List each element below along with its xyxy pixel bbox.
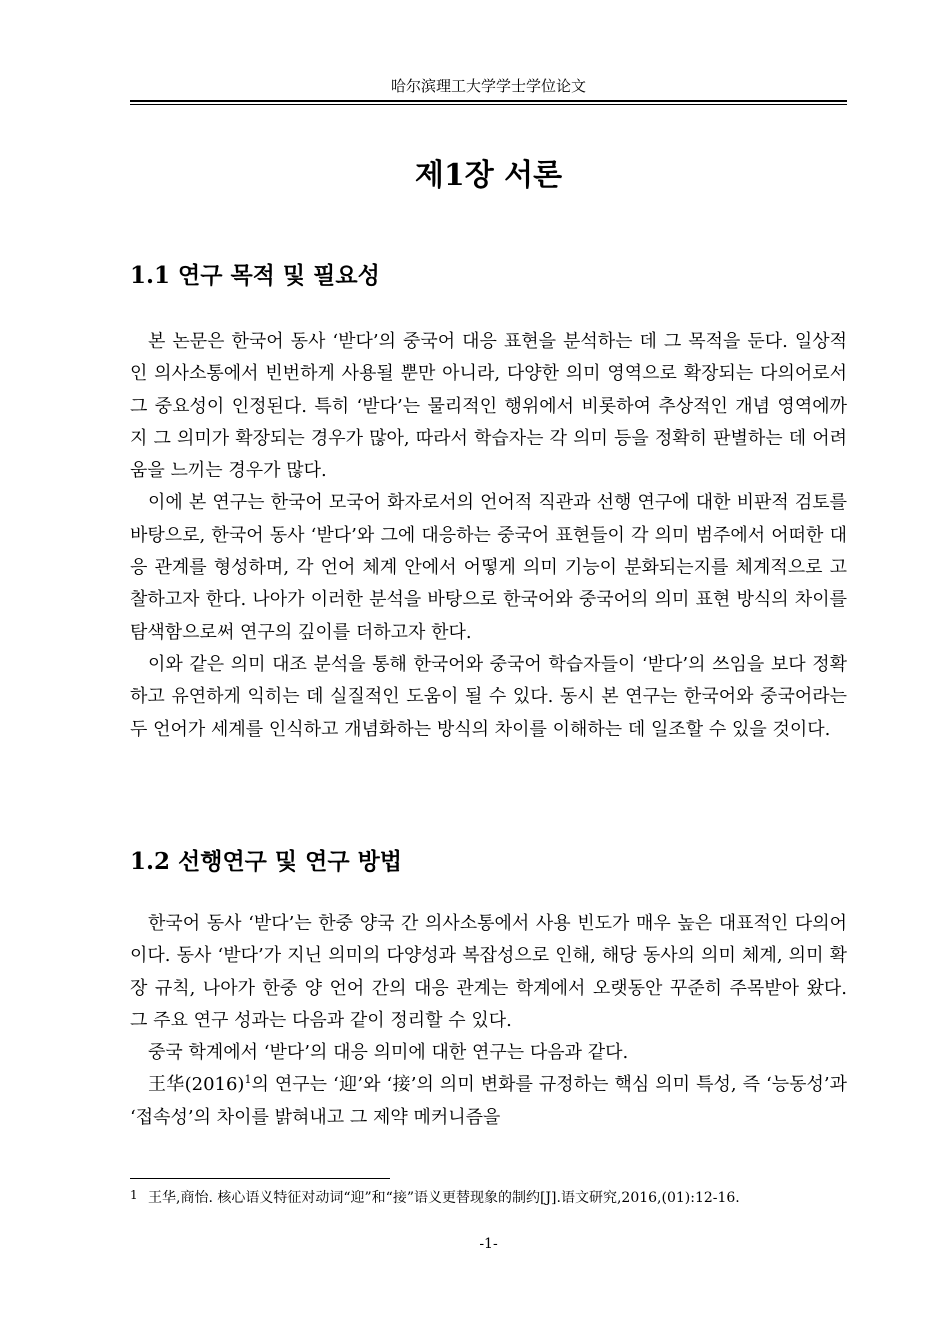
paragraph: 이에 본 연구는 한국어 모국어 화자로서의 언어적 직관과 선행 연구에 대한 비판적 검토를 바탕으로, 한국어 동사 ‘받다’와 그에 대응하는 중국어 표현들이 각 의미 범주에서 어떠한 대응 관계를 형성하며, 각 언어 체계 안에서 어떻게 의미 기능이 분화되는지를 체계적으로 고찰하고자 한다. 나아가 이러한 분석을 바탕으로 한국어와 중국어의 의미 표현 방식의 차이를 탐색함으로써 연구의 깊이를 더하고자 한다. [130, 492, 847, 643]
page-number: -1- [479, 1236, 498, 1252]
citation: 王华(2016) [148, 1074, 245, 1096]
paragraph [130, 1069, 847, 1134]
paragraph: 본 논문은 한국어 동사 ‘받다’의 중국어 대응 표현을 분석하는 데 그 목적을 둔다. 일상적인 의사소통에서 빈번하게 사용될 뿐만 아니라, 다양한 의미 영역으로 확장되는 다의어로서 그 중요성이 인정된다. 특히 ‘받다’는 물리적인 행위에서 비롯하여 추상적인 개념 영역에까지 그 의미가 확장되는 경우가 많아, 따라서 학습자는 각 의미 등을 정확히 판별하는 데 어려움을 느끼는 경우가 많다. [130, 331, 847, 482]
chapter-title: 제1장 서론 [414, 158, 563, 193]
footnote-mark: 1 [130, 1188, 138, 1202]
paragraph: 중국 학계에서 ‘받다’의 대응 의미에 대한 연구는 다음과 같다. [148, 1042, 629, 1064]
section-1-1-body [130, 326, 847, 746]
header-rule [130, 100, 847, 105]
footnote [130, 1188, 847, 1209]
footnote-ref[interactable]: 1 [244, 1073, 252, 1087]
section-heading-1-2: 1.2 선행연구 및 연구 방법 [130, 848, 403, 875]
footnote-text: 王华,商怡. 核心语义特征对动词“迎”和“接”语义更替现象的制约[J].语文研究,2016,(01):12-16. [148, 1190, 740, 1206]
footnote-rule [130, 1178, 390, 1179]
paragraph-text: 의 연구는 ‘迎’와 ‘接’의 의미 변화를 규정하는 핵심 의미 특성, 즉 ‘능동성’과 ‘접속성’의 차이를 밝혀내고 그 제약 메커니즘을 [130, 1074, 847, 1128]
running-header: 哈尔滨理工大学学士学位论文 [390, 77, 586, 95]
paragraph: 이와 같은 의미 대조 분석을 통해 한국어와 중국어 학습자들이 ‘받다’의 쓰임을 보다 정확하고 유연하게 익히는 데 실질적인 도움이 될 수 있다. 동시 본 연구는 한국어와 중국어라는 두 언어가 세계를 인식하고 개념화하는 방식의 차이를 이해하는 데 일조할 수 있을 것이다. [130, 653, 847, 740]
paragraph: 한국어 동사 ‘받다’는 한중 양국 간 의사소통에서 사용 빈도가 매우 높은 대표적인 다의어이다. 동사 ‘받다’가 지닌 의미의 다양성과 복잡성으로 인해, 해당 동사의 의미 체계, 의미 확장 규칙, 나아가 한중 양 언어 간의 대응 관계는 학계에서 오랫동안 꾸준히 주목받아 왔다. 그 주요 연구 성과는 다음과 같이 정리할 수 있다. [130, 913, 847, 1031]
section-1-2-body [130, 908, 847, 1134]
section-heading-1-1: 1.1 연구 목적 및 필요성 [130, 262, 380, 289]
